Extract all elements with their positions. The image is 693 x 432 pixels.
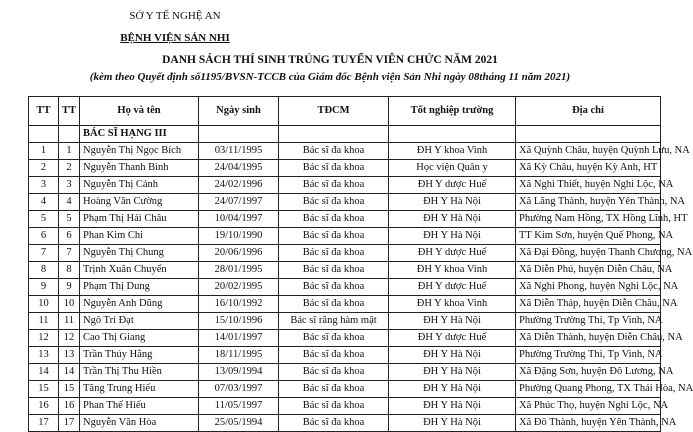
col-header-degree: TĐCM [279,97,389,126]
cell-name: Trần Thúy Hằng [80,347,199,364]
cell-tt-group: 14 [59,364,80,381]
cell-degree: Bác sĩ đa khoa [279,296,389,313]
cell-address: Xã Đại Đồng, huyện Thanh Chương, NA [516,245,661,262]
cell-tt-group: 4 [59,194,80,211]
cell-tt: 9 [29,279,59,296]
cell-dob: 24/07/1997 [199,194,279,211]
cell-tt-group: 8 [59,262,80,279]
table-row [29,364,661,381]
table-row [29,279,661,296]
cell-dob: 15/10/1996 [199,313,279,330]
cell-school: ĐH Y Hà Nội [389,415,516,432]
cell-degree: Bác sĩ đa khoa [279,143,389,160]
group-label: BÁC SĨ HẠNG III [80,126,199,143]
cell-dob: 03/11/1995 [199,143,279,160]
cell-degree: Bác sĩ đa khoa [279,160,389,177]
group-cell-school [389,126,516,143]
cell-tt-group: 13 [59,347,80,364]
cell-address: Xã Diễn Phú, huyện Diễn Châu, NA [516,262,661,279]
issuing-department: SỞ Y TẾ NGHỆ AN [129,10,221,22]
table-body [29,126,693,432]
cell-school: ĐH Y khoa Vinh [389,143,516,160]
cell-degree: Bác sĩ đa khoa [279,228,389,245]
cell-dob: 14/01/1997 [199,330,279,347]
cell-tt-group: 15 [59,381,80,398]
cell-tt-group: 11 [59,313,80,330]
document-title: DANH SÁCH THÍ SINH TRÚNG TUYỂN VIÊN CHỨC NĂM 2021 [162,54,498,66]
candidate-table [28,96,693,432]
cell-school: Học viện Quân y [389,160,516,177]
cell-name: Phạm Thị Hải Châu [80,211,199,228]
cell-tt: 13 [29,347,59,364]
cell-degree: Bác sĩ răng hàm mặt [279,313,389,330]
cell-tt-group: 6 [59,228,80,245]
table-row [29,194,661,211]
cell-dob: 20/06/1996 [199,245,279,262]
cell-tt: 16 [29,398,59,415]
col-header-address: Địa chỉ [516,97,661,126]
cell-tt: 3 [29,177,59,194]
table-row [29,296,661,313]
cell-degree: Bác sĩ đa khoa [279,177,389,194]
cell-name: Nguyễn Anh Dũng [80,296,199,313]
col-header-school: Tốt nghiệp trường [389,97,516,126]
cell-dob: 28/01/1995 [199,262,279,279]
cell-school: ĐH Y khoa Vinh [389,296,516,313]
cell-name: Cao Thị Giang [80,330,199,347]
cell-school: ĐH Y Hà Nội [389,228,516,245]
table-row [29,211,661,228]
cell-name: Hoàng Văn Cường [80,194,199,211]
cell-name: Nguyễn Thị Chung [80,245,199,262]
group-cell-degree [279,126,389,143]
cell-degree: Bác sĩ đa khoa [279,415,389,432]
cell-tt-group: 5 [59,211,80,228]
col-header-dob: Ngày sinh [199,97,279,126]
cell-address: Xã Diễn Thành, huyện Diễn Châu, NA [516,330,661,347]
cell-tt: 10 [29,296,59,313]
document-subtitle: (kèm theo Quyết định số1195/BVSN-TCCB của Giám đốc Bệnh viện Sản Nhi ngày 08tháng 11 năm 2021) [89,71,571,83]
table-row [29,143,661,160]
cell-tt: 1 [29,143,59,160]
cell-school: ĐH Y dược Huế [389,279,516,296]
hospital-name: BỆNH VIỆN SẢN NHI [120,32,230,44]
group-cell-tt [29,126,59,143]
table-row [29,313,661,330]
group-cell-address [516,126,661,143]
cell-tt-group: 10 [59,296,80,313]
cell-tt-group: 12 [59,330,80,347]
table-row [29,330,661,347]
cell-degree: Bác sĩ đa khoa [279,262,389,279]
cell-tt: 2 [29,160,59,177]
cell-degree: Bác sĩ đa khoa [279,330,389,347]
cell-name: Phan Thế Hiếu [80,398,199,415]
cell-tt: 4 [29,194,59,211]
cell-address: Phường Quang Phong, TX Thái Hòa, NA [516,381,661,398]
cell-tt: 11 [29,313,59,330]
cell-dob: 19/10/1990 [199,228,279,245]
cell-school: ĐH Y Hà Nội [389,194,516,211]
cell-tt-group: 1 [59,143,80,160]
cell-name: Nguyễn Văn Hòa [80,415,199,432]
cell-address: Phường Trường Thi, Tp Vinh, NA [516,347,661,364]
cell-address: Xã Diễn Tháp, huyện Diễn Châu, NA [516,296,661,313]
cell-school: ĐH Y Hà Nội [389,398,516,415]
cell-dob: 07/03/1997 [199,381,279,398]
table-row [29,381,661,398]
cell-address: Xã Quỳnh Châu, huyện Quỳnh Lưu, NA [516,143,661,160]
cell-address: Xã Phúc Thọ, huyện Nghi Lộc, NA [516,398,661,415]
cell-dob: 25/05/1994 [199,415,279,432]
group-cell-tt2 [59,126,80,143]
table-row [29,160,661,177]
cell-address: TT Kim Sơn, huyện Quế Phong, NA [516,228,661,245]
cell-name: Trịnh Xuân Chuyển [80,262,199,279]
cell-dob: 16/10/1992 [199,296,279,313]
cell-school: ĐH Y dược Huế [389,245,516,262]
cell-tt-group: 7 [59,245,80,262]
cell-tt-group: 16 [59,398,80,415]
cell-address: Xã Nghi Phong, huyện Nghi Lộc, NA [516,279,661,296]
cell-address: Phường Nam Hồng, TX Hồng Lĩnh, HT [516,211,661,228]
cell-degree: Bác sĩ đa khoa [279,347,389,364]
cell-degree: Bác sĩ đa khoa [279,364,389,381]
table-row [29,415,661,432]
cell-address: Xã Đô Thành, huyện Yên Thành, NA [516,415,661,432]
cell-tt: 15 [29,381,59,398]
cell-dob: 24/02/1996 [199,177,279,194]
cell-dob: 24/04/1995 [199,160,279,177]
cell-address: Xã Nghi Thiết, huyện Nghi Lộc, NA [516,177,661,194]
cell-tt-group: 2 [59,160,80,177]
group-cell-dob [199,126,279,143]
cell-degree: Bác sĩ đa khoa [279,279,389,296]
cell-tt-group: 3 [59,177,80,194]
cell-name: Nguyễn Thị Ngọc Bích [80,143,199,160]
col-header-tt-group: TT [59,97,80,126]
cell-name: Nguyễn Thị Cảnh [80,177,199,194]
cell-dob: 11/05/1997 [199,398,279,415]
cell-address: Xã Đặng Sơn, huyện Đô Lương, NA [516,364,661,381]
cell-tt-group: 17 [59,415,80,432]
cell-name: Phạm Thị Dung [80,279,199,296]
table-row [29,228,661,245]
cell-school: ĐH Y Hà Nội [389,381,516,398]
table-row [29,398,661,415]
cell-tt-group: 9 [59,279,80,296]
cell-dob: 13/09/1994 [199,364,279,381]
cell-dob: 18/11/1995 [199,347,279,364]
cell-tt: 7 [29,245,59,262]
cell-school: ĐH Y Hà Nội [389,364,516,381]
cell-tt: 12 [29,330,59,347]
cell-degree: Bác sĩ đa khoa [279,211,389,228]
col-header-name: Họ và tên [80,97,199,126]
cell-name: Nguyễn Thanh Bình [80,160,199,177]
table-row [29,347,661,364]
cell-degree: Bác sĩ đa khoa [279,381,389,398]
table-row [29,245,661,262]
cell-tt: 17 [29,415,59,432]
table-row [29,262,661,279]
table-row [29,177,661,194]
cell-address: Xã Lăng Thành, huyện Yên Thành, NA [516,194,661,211]
cell-degree: Bác sĩ đa khoa [279,398,389,415]
table-header-row [29,97,661,126]
cell-school: ĐH Y dược Huế [389,177,516,194]
cell-tt: 6 [29,228,59,245]
cell-name: Ngô Trí Đạt [80,313,199,330]
group-row [29,126,661,143]
cell-degree: Bác sĩ đa khoa [279,194,389,211]
cell-tt: 5 [29,211,59,228]
cell-name: Phan Kim Chi [80,228,199,245]
cell-address: Xã Kỳ Châu, huyện Kỳ Anh, HT [516,160,661,177]
cell-school: ĐH Y Hà Nội [389,347,516,364]
cell-school: ĐH Y Hà Nội [389,211,516,228]
cell-tt: 14 [29,364,59,381]
cell-degree: Bác sĩ đa khoa [279,245,389,262]
cell-tt: 8 [29,262,59,279]
col-header-tt: TT [29,97,59,126]
cell-school: ĐH Y Hà Nội [389,313,516,330]
cell-name: Trần Thị Thu Hiền [80,364,199,381]
cell-address: Phường Trường Thi, Tp Vinh, NA [516,313,661,330]
cell-name: Tăng Trung Hiếu [80,381,199,398]
cell-dob: 20/02/1995 [199,279,279,296]
cell-school: ĐH Y dược Huế [389,330,516,347]
cell-school: ĐH Y khoa Vinh [389,262,516,279]
cell-dob: 10/04/1997 [199,211,279,228]
